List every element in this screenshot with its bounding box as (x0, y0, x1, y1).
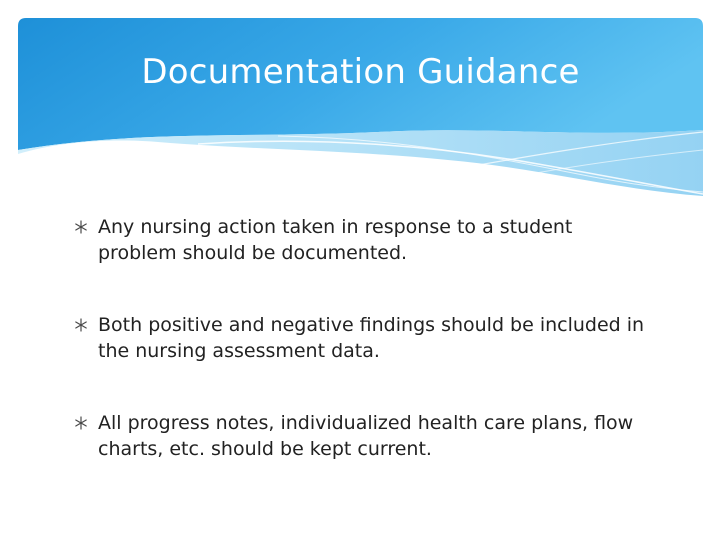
bullet-item (74, 214, 654, 266)
slide-title: Documentation Guidance (141, 52, 580, 92)
asterisk-icon (74, 220, 88, 234)
banner-wave-graphic (18, 18, 703, 198)
bullet-text: Both positive and negative findings should be included in the nursing assessment data. (98, 314, 645, 362)
bullet-text: Any nursing action taken in response to a student problem should be documented. (98, 216, 573, 264)
bullet-text: All progress notes, individualized health care plans, flow charts, etc. should be kept current. (98, 412, 634, 460)
asterisk-icon (74, 416, 88, 430)
bullet-item (74, 312, 654, 364)
asterisk-icon (74, 318, 88, 332)
bullet-item (74, 410, 654, 462)
title-banner (18, 18, 703, 198)
bullet-list (74, 214, 654, 508)
